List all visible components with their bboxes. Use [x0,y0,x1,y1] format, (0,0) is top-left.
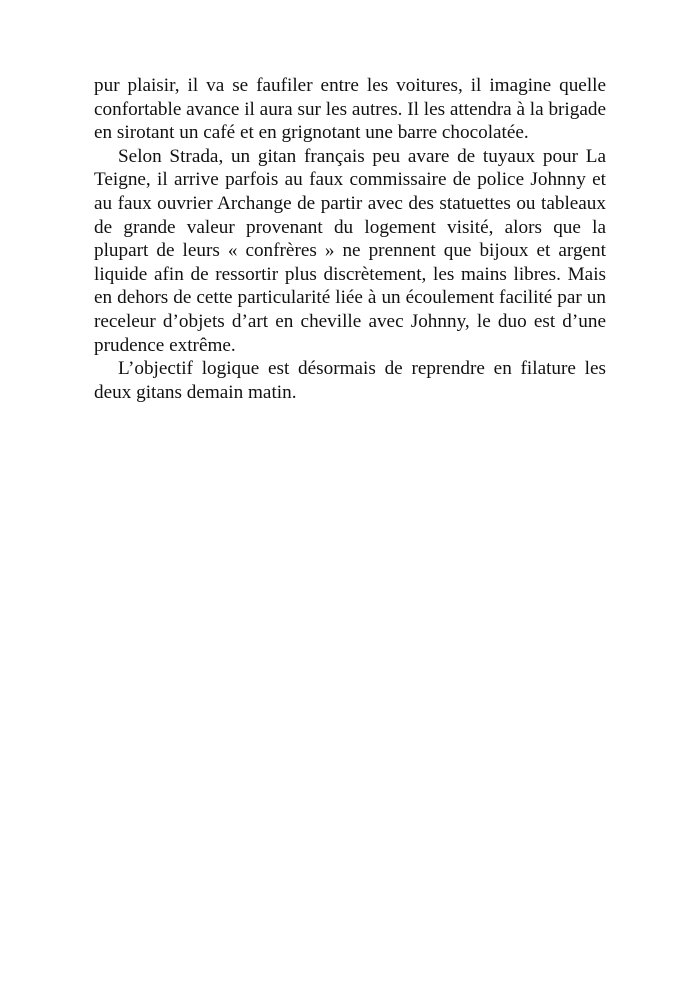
paragraph-2: Selon Strada, un gitan français peu avare de tuyaux pour La Teigne, il arrive parfois au faux commissaire de police Johnny et au faux ouvrier Archange de partir avec des statuettes ou tableaux de grande valeur provenant du logement visité, alors que la plupart de leurs « confrères » ne prennent que bijoux et argent liquide afin de ressortir plus discrètement, les mains libres. Mais en dehors de cette particularité liée à un écoulement facilité par un receleur d’objets d’art en cheville avec Johnny, le duo est d’une prudence extrême. [94,145,606,356]
page-body [94,74,606,404]
paragraph-3: L’objectif logique est désormais de reprendre en filature les deux gitans demain matin. [94,358,606,403]
paragraph-1: pur plaisir, il va se faufiler entre les voitures, il imagine quelle confortable avance il aura sur les autres. Il les attendra à la brigade en sirotant un café et en grignotant une barre chocolatée. [94,75,606,144]
